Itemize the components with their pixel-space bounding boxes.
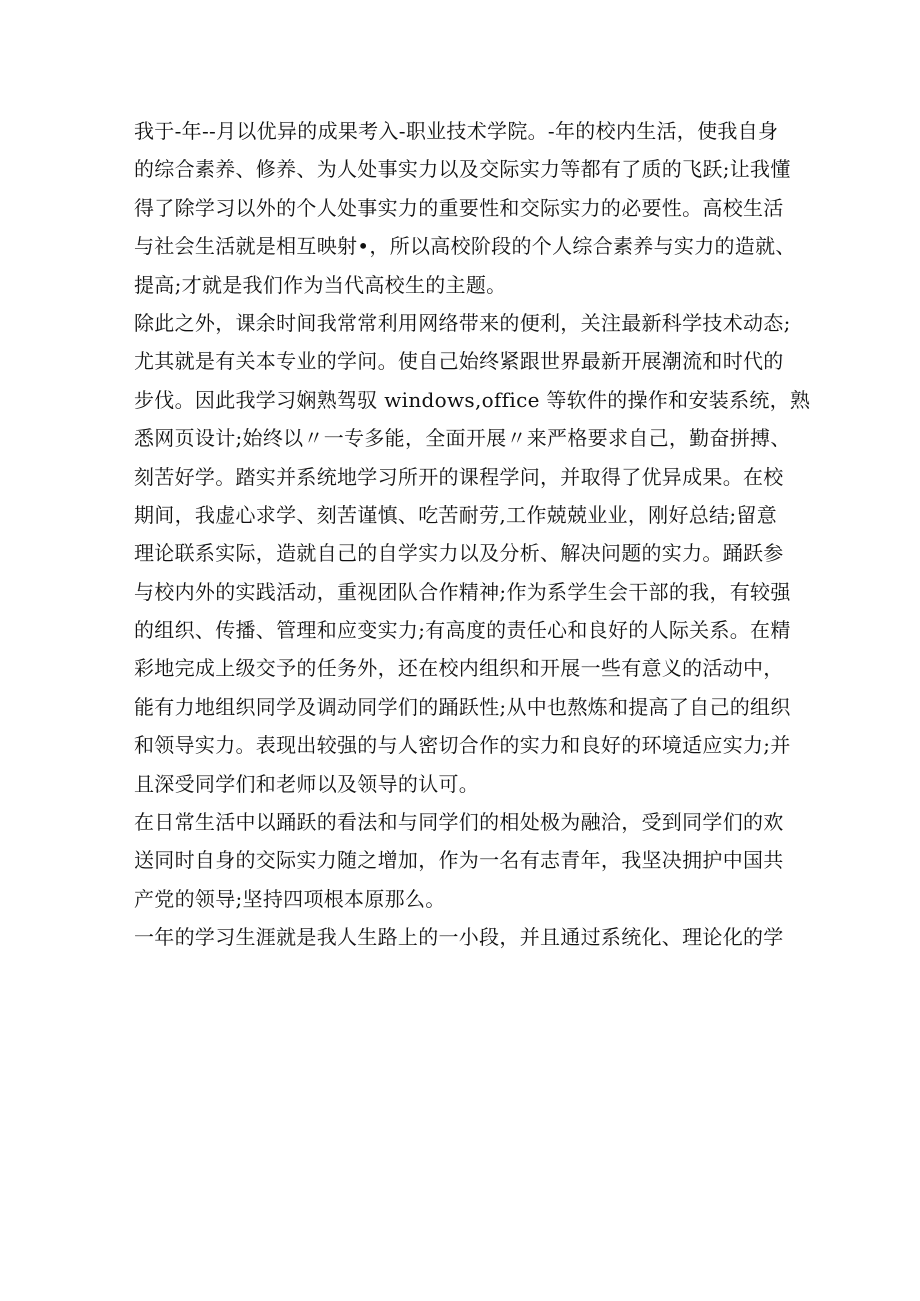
text-line: 悉网页设计;始终以〃一专多能，全面开展〃来严格要求自己，勤奋拼搏、 [134, 426, 791, 451]
text-line: 在日常生活中以踊跃的看法和与同学们的相处极为融洽，受到同学们的欢 [134, 810, 784, 835]
text-line: 期间，我虚心求学、刻苦谨慎、吃苦耐劳,工作兢兢业业，刚好总结;留意 [134, 502, 777, 527]
text-line: 得了除学习以外的个人处事实力的重要性和交际实力的必要性。高校生活 [134, 195, 784, 220]
text-line: 一年的学习生涯就是我人生路上的一小段，并且通过系统化、理论化的学 [134, 925, 784, 950]
paragraph-2 [134, 304, 811, 803]
text-line: 提高;才就是我们作为当代高校生的主题。 [134, 272, 507, 297]
text-line: 彩地完成上级交予的任务外，还在校内组织和开展一些有意义的活动中， [134, 656, 784, 681]
text-line: 能有力地组织同学及调动同学们的踊跃性;从中也熬炼和提高了自己的组织 [134, 694, 791, 719]
text-line: 与校内外的实践活动，重视团队合作精神;作为系学生会干部的我，有较强 [134, 579, 791, 604]
text-line: 且深受同学们和老师以及领导的认可。 [134, 771, 480, 796]
text-line: 除此之外，课余时间我常常利用网络带来的便利，关注最新科学技术动态; [134, 310, 791, 335]
paragraph-4 [134, 918, 800, 956]
text-line: 理论联系实际，造就自己的自学实力以及分析、解决问题的实力。踊跃参 [134, 541, 784, 566]
text-line: 送同时自身的交际实力随之增加，作为一名有志青年，我坚决拥护中国共 [134, 848, 784, 873]
text-line: 的组织、传播、管理和应变实力;有高度的责任心和良好的人际关系。在精 [134, 618, 791, 643]
text-line: 与社会生活就是相互映射•，所以高校阶段的个人综合素养与实力的造就、 [134, 234, 796, 259]
paragraph-3 [134, 803, 800, 918]
text-line: 步伐。因此我学习娴熟驾驭 windows,office 等软件的操作和安装系统，熟 [134, 387, 811, 412]
text-line: 和领导实力。表现出较强的与人密切合作的实力和良好的环境适应实力;并 [134, 733, 791, 758]
document-body [134, 112, 811, 957]
text-line: 刻苦好学。踏实并系统地学习所开的课程学问，并取得了优异成果。在校 [134, 464, 784, 489]
text-line: 产党的领导;坚持四项根本原那么。 [134, 886, 446, 911]
text-line: 尤其就是有关本专业的学问。使自己始终紧跟世界最新开展潮流和时代的 [134, 349, 784, 374]
paragraph-1 [134, 112, 800, 304]
text-line: 我于-年--月以优异的成果考入-职业技术学院。-年的校内生活，使我自身 [134, 119, 779, 143]
text-line: 的综合素养、修养、为人处事实力以及交际实力等都有了质的飞跃;让我懂 [134, 157, 791, 182]
